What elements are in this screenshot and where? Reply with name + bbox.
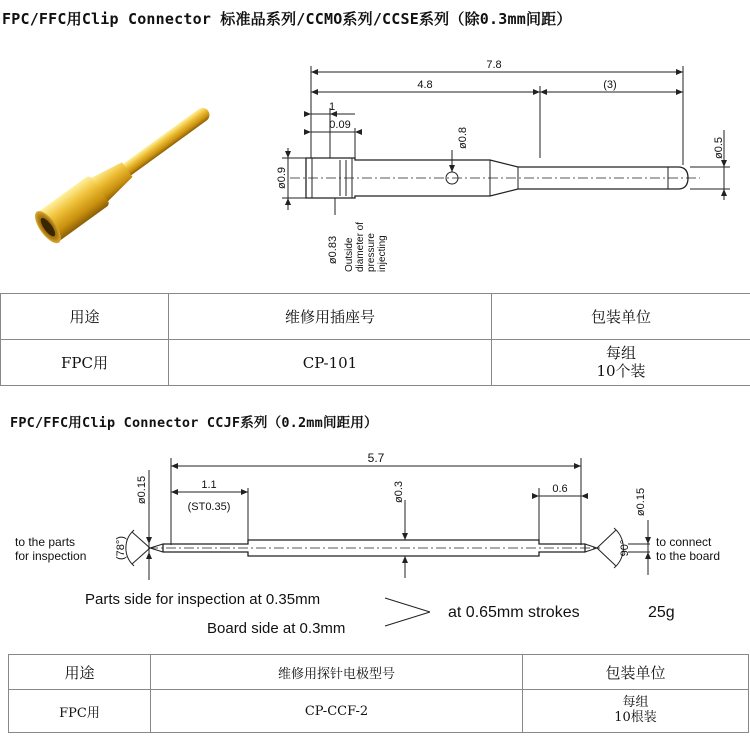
angle-78: (78°) [115,536,127,560]
header-pack-unit: 包装单位 [523,655,749,690]
left-label-line2: for inspection [15,549,87,563]
pressure-note-line1: Outside [344,237,355,272]
dim-1: 1 [328,101,336,113]
dim-5-7: 5.7 [367,451,385,465]
cell-pack-unit [523,690,749,733]
dim-st-0-35: (ST0.35) [187,501,231,513]
probe-table [8,654,749,733]
table-row [1,340,750,386]
connector-dimension-drawing [0,40,750,290]
dim-dia-0-9: ø0.9 [276,166,288,190]
cell-use: FPC用 [1,340,169,386]
dim-1-1: 1.1 [201,479,217,491]
dim-dia-0-83: ø0.83 [327,235,339,265]
cell-socket-number: CP-101 [169,340,492,386]
dim-0-09: 0.09 [329,119,351,131]
section1-title: FPC/FFC用Clip Connector 标准品系列/CCMO系列/CCSE系列（除0.3mm间距） [2,10,572,28]
dim-3: (3) [603,79,617,91]
dim-dia-0-15-left: ø0.15 [136,475,148,505]
left-label-line1: to the parts [15,535,76,549]
pack-unit-line2: 10个装 [596,361,646,380]
probe-dimension-drawing [0,440,750,645]
dim-4-8: 4.8 [417,79,433,91]
dim-7-8: 7.8 [486,59,502,71]
pack-unit-line1: 每组 [622,695,649,711]
header-socket-number: 维修用插座号 [169,294,492,340]
cell-probe-model: CP-CCF-2 [151,690,523,733]
table-header-row [1,294,750,340]
strokes-note: at 0.65mm strokes [448,604,580,621]
header-use: 用途 [9,655,151,690]
pressure-note-line3: pressure [366,233,377,272]
dim-0-6: 0.6 [552,483,568,495]
table-header-row [9,655,749,690]
parts-side-note: Parts side for inspection at 0.35mm [85,591,321,608]
cell-use: FPC用 [9,690,151,733]
pressure-note-line2: diameter of [355,221,366,272]
board-side-note: Board side at 0.3mm [207,620,346,637]
force-note: 25g [648,604,675,621]
section2-title: FPC/FFC用Clip Connector CCJF系列（0.2mm间距用） [10,415,378,431]
pack-unit-line1: 每组 [605,344,636,363]
header-pack-unit: 包装单位 [492,294,750,340]
socket-table [0,293,750,386]
dim-dia-0-15-right: ø0.15 [635,487,647,517]
dim-dia-0-8: ø0.8 [457,126,469,150]
pressure-note-line4: injecting [377,235,388,272]
right-label-line2: to the board [656,549,721,563]
angle-90: 90° [619,539,631,557]
dim-dia-0-5: ø0.5 [713,136,725,160]
pack-unit-line2: 10根装 [614,710,657,725]
dim-dia-0-3: ø0.3 [393,480,405,504]
table-row [9,690,749,733]
header-use: 用途 [1,294,169,340]
right-label-line1: to connect [656,535,712,549]
header-probe-model: 维修用探针电极型号 [151,655,523,690]
cell-pack-unit [492,340,750,386]
